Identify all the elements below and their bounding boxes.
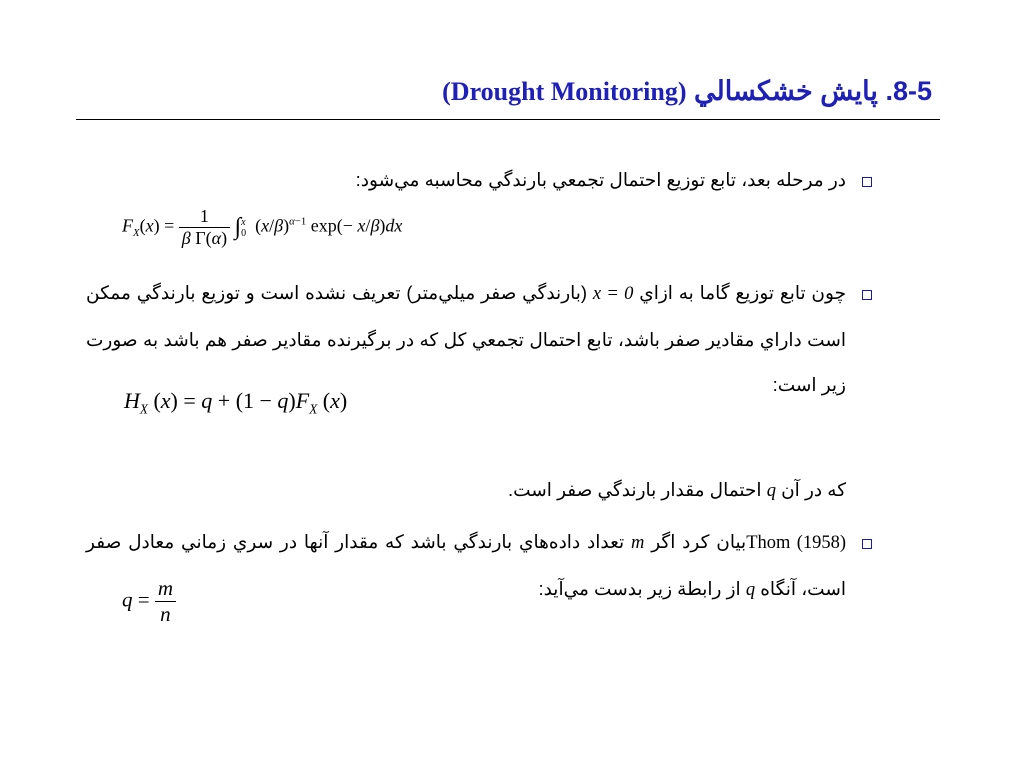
equation-mixed-cdf: $H_X$ $(x) = q + (1 - q)F_X$ (x) [124,388,348,417]
bullet-1-text: در مرحله بعد، تابع توزيع احتمال تجمعي بارندگي محاسبه مي‌شود: [355,169,846,190]
square-bullet-icon [862,290,872,300]
title-persian: پايش خشكسالي [694,76,878,106]
square-bullet-icon [862,539,872,549]
title-english: (Drought Monitoring) [442,77,687,106]
bullet-2-text [86,270,846,407]
equation-gamma-cdf: $F_X(x)$ = $\frac{1}{\text{β Γ(α)}}$ $\int_0^x$ $(x/\beta)^{\alpha-1}$ exp(− x/β)dx [122,206,403,248]
bullet-2-math-x: x = 0 [592,284,634,304]
bullet-3-part-d: از رابطة زير بدست مي‌آيد: [538,578,741,599]
eq3-fraction: $\frac{m}{n}$ [155,576,176,627]
title-number: 8-5. [885,76,932,106]
bullet-3-part-c: تعداد داده‌هاي بارندگي باشد كه مقدار آنها در سري زماني معادل صفر است، آنگاه [86,531,846,599]
bullet-3-math-m: m [631,533,645,553]
bullet-2-part-b: (بارندگي صفر ميلي‌متر) تعريف نشده است و توزيع بارندگي ممكن است داراي مقادير صفر باشد، تابع احتمال تجمعي كل كه در برگيرنده مقادير صفر هم باشد به صورت زير است: [86,282,846,395]
note-math-q: q [766,481,776,501]
note-part-a: كه در آن [781,479,846,500]
bullet-3-math-q: q [745,580,756,600]
slide-title [442,76,932,107]
note-part-b: احتمال مقدار بارندگي صفر است. [507,479,762,500]
bullet-2-part-a: چون تابع توزيع گاما به ازاي [639,282,847,303]
bullet-3-citation: Thom (1958) [746,533,847,553]
square-bullet-icon [862,177,872,187]
q-definition-note [508,467,846,514]
equation-q-formula: q = $\frac{m}{n}$ [122,576,176,627]
bullet-3-text [86,519,846,613]
title-divider [76,119,940,120]
eq1-fraction: $\frac{1}{\text{β Γ(α)}}$ [179,206,230,249]
bullet-3-part-b: بيان كرد اگر [651,531,747,552]
